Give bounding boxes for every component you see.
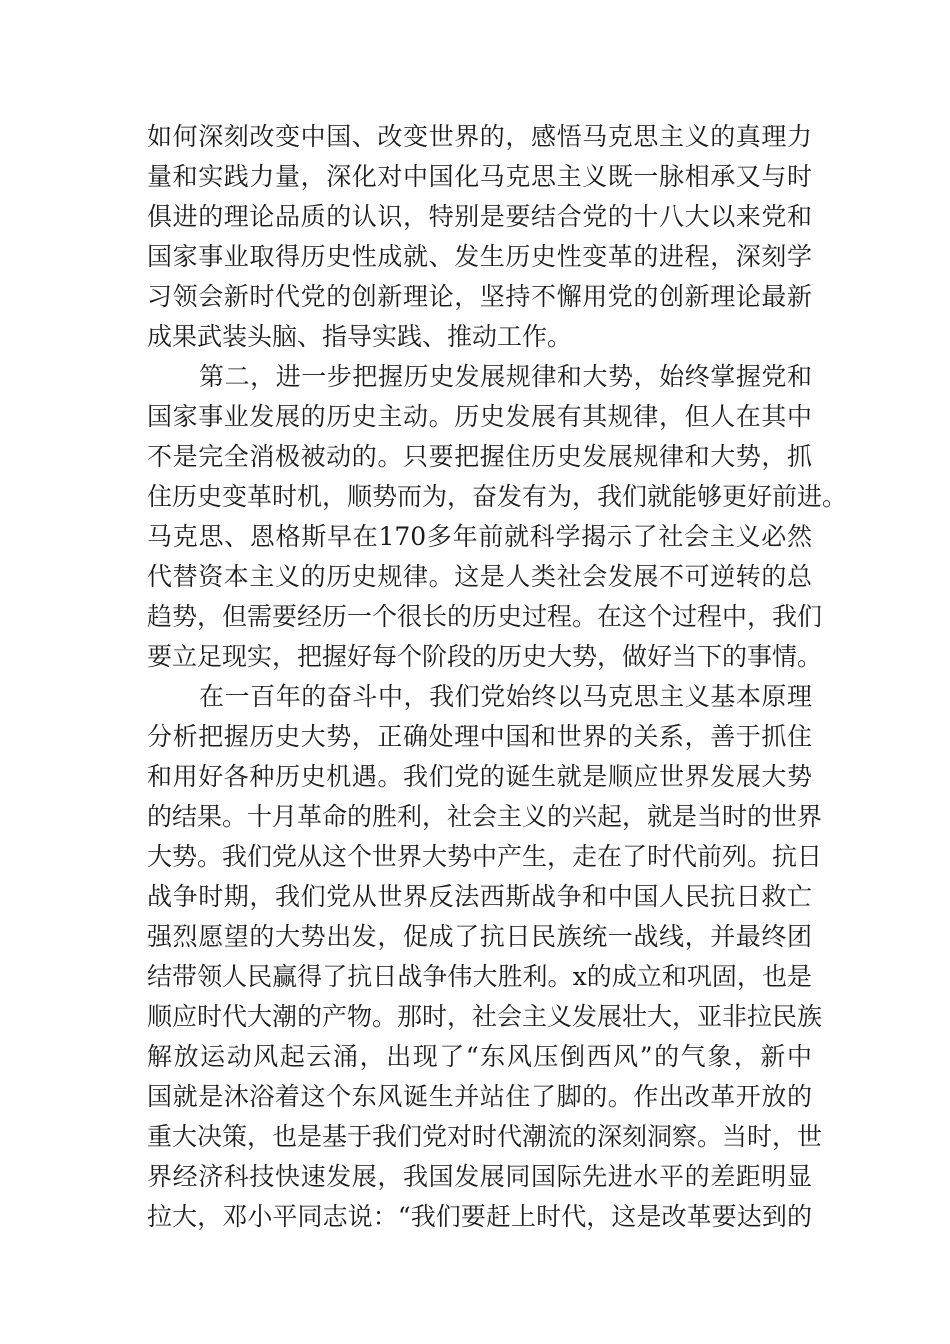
text-line: 战争时期，我们党从世界反法西斯战争和中国人民抗日救亡 xyxy=(147,882,812,911)
text-line: 趋势，但需要经历一个很长的历史过程。在这个过程中，我们 xyxy=(147,602,823,631)
text-line: 住历史变革时机，顺势而为，奋发有为，我们就能够更好前进。 xyxy=(147,482,848,511)
text-line: 代替资本主义的历史规律。这是人类社会发展不可逆转的总 xyxy=(147,562,812,591)
text-line: 强烈愿望的大势出发，促成了抗日民族统一战线，并最终团 xyxy=(147,922,812,951)
text-line: 在一百年的奋斗中，我们党始终以马克思主义基本原理 xyxy=(199,682,812,711)
text-line: 的结果。十月革命的胜利，社会主义的兴起，就是当时的世界 xyxy=(147,802,823,831)
text-line: 要立足现实，把握好每个阶段的历史大势，做好当下的事情。 xyxy=(147,642,823,671)
body-text xyxy=(147,117,848,1237)
text-line: 结带领人民赢得了抗日战争伟大胜利。x的成立和巩固，也是 xyxy=(147,962,812,991)
text-line: 俱进的理论品质的认识，特别是要结合党的十八大以来党和 xyxy=(147,202,812,231)
text-line: 量和实践力量，深化对中国化马克思主义既一脉相承又与时 xyxy=(147,162,812,191)
text-line: 国家事业取得历史性成就、发生历史性变革的进程，深刻学 xyxy=(147,242,812,271)
text-line: 不是完全消极被动的。只要把握住历史发展规律和大势，抓 xyxy=(147,442,812,471)
text-line: 国家事业发展的历史主动。历史发展有其规律，但人在其中 xyxy=(147,402,812,431)
text-line: 国就是沐浴着这个东风诞生并站住了脚的。作出改革开放的 xyxy=(147,1082,812,1111)
text-line: 分析把握历史大势，正确处理中国和世界的关系，善于抓住 xyxy=(147,722,812,751)
paragraph-3 xyxy=(147,677,823,1237)
text-line: 拉大，邓小平同志说：“我们要赶上时代，这是改革要达到的 xyxy=(147,1202,812,1231)
paragraph-1 xyxy=(147,117,812,357)
text-line: 界经济科技快速发展，我国发展同国际先进水平的差距明显 xyxy=(147,1162,812,1191)
text-line: 马克思、恩格斯早在170多年前就科学揭示了社会主义必然 xyxy=(147,522,812,551)
paragraph-2 xyxy=(147,357,848,677)
text-line: 重大决策，也是基于我们党对时代潮流的深刻洞察。当时，世 xyxy=(147,1122,823,1151)
text-line: 成果武装头脑、指导实践、推动工作。 xyxy=(147,322,573,351)
text-line: 和用好各种历史机遇。我们党的诞生就是顺应世界发展大势 xyxy=(147,762,812,791)
text-line: 如何深刻改变中国、改变世界的，感悟马克思主义的真理力 xyxy=(147,122,812,151)
text-line: 第二，进一步把握历史发展规律和大势，始终掌握党和 xyxy=(199,362,812,391)
text-line: 大势。我们党从这个世界大势中产生，走在了时代前列。抗日 xyxy=(147,842,823,871)
text-line: 解放运动风起云涌，出现了“东风压倒西风”的气象，新中 xyxy=(147,1042,812,1071)
text-line: 习领会新时代党的创新理论，坚持不懈用党的创新理论最新 xyxy=(147,282,812,311)
text-line: 顺应时代大潮的产物。那时，社会主义发展壮大，亚非拉民族 xyxy=(147,1002,823,1031)
